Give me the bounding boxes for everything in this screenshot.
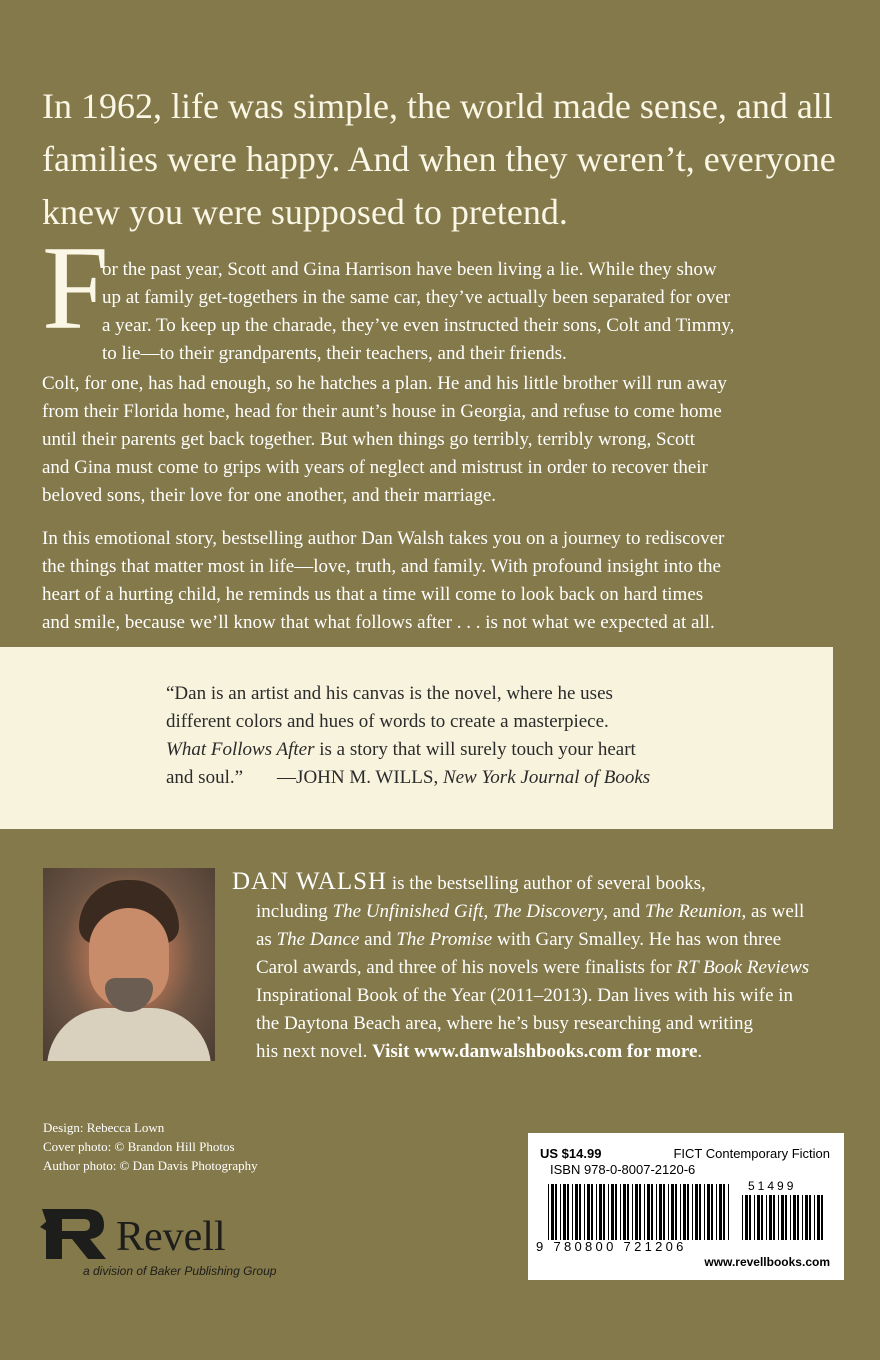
paragraph-line: to lie—to their grandparents, their teachers, and their friends. bbox=[102, 343, 567, 364]
tagline-line: In 1962, life was simple, the world made sense, and all bbox=[42, 86, 833, 126]
plot-paragraph bbox=[42, 370, 842, 510]
price: US $14.99 bbox=[540, 1146, 602, 1161]
author-bio bbox=[232, 868, 842, 1066]
barcode-addon-bars-icon bbox=[742, 1195, 828, 1240]
summary-paragraph bbox=[42, 525, 842, 637]
bio-text: and bbox=[359, 929, 397, 950]
barcode-bars-icon bbox=[548, 1184, 734, 1240]
quote-line bbox=[166, 764, 806, 792]
bio-line bbox=[232, 898, 842, 926]
quote-publication: New York Journal of Books bbox=[442, 767, 651, 788]
book-title: The Reunion bbox=[644, 901, 742, 922]
book-title: The Dance bbox=[276, 929, 360, 950]
bio-line: the Daytona Beach area, where he’s busy researching and writing bbox=[256, 1013, 753, 1034]
author-photo bbox=[43, 868, 215, 1061]
bio-line bbox=[232, 954, 842, 982]
revell-r-icon bbox=[40, 1205, 110, 1261]
barcode-panel bbox=[528, 1133, 844, 1280]
quote-attribution: —JOHN M. WILLS, bbox=[277, 767, 443, 788]
barcode-digits: 9 780800 721206 bbox=[536, 1239, 687, 1254]
paragraph-line: until their parents get back together. But when things go terribly, terribly wrong, Scott bbox=[42, 429, 696, 450]
bio-text: , as well bbox=[741, 901, 805, 922]
endorsement-quote bbox=[166, 680, 806, 792]
quote-line: “Dan is an artist and his canvas is the novel, where he uses bbox=[166, 683, 613, 704]
quote-line: different colors and hues of words to create a masterpiece. bbox=[166, 711, 609, 732]
website-link[interactable]: Visit www.danwalshbooks.com for more bbox=[372, 1041, 698, 1062]
drop-cap: F bbox=[42, 221, 109, 354]
bio-text: , bbox=[483, 901, 493, 922]
quote-line bbox=[166, 736, 806, 764]
bio-line bbox=[232, 868, 842, 898]
isbn: ISBN 978-0-8007-2120-6 bbox=[550, 1162, 696, 1177]
paragraph-line: In this emotional story, bestselling author Dan Walsh takes you on a journey to rediscover bbox=[42, 528, 725, 549]
opening-paragraph bbox=[42, 221, 842, 364]
bio-text: as bbox=[256, 929, 277, 950]
bio-text: , and bbox=[603, 901, 645, 922]
bio-line bbox=[232, 926, 842, 954]
publisher-name: Revell bbox=[116, 1214, 226, 1260]
paragraph-line: Colt, for one, has had enough, so he hatches a plan. He and his little brother will run away bbox=[42, 373, 727, 394]
bio-text: Carol awards, and three of his novels were finalists for bbox=[256, 957, 677, 978]
paragraph-line: from their Florida home, head for their aunt’s house in Georgia, and refuse to come home bbox=[42, 401, 722, 422]
design-credit: Design: Rebecca Lown bbox=[43, 1120, 165, 1135]
author-name: DAN WALSH bbox=[232, 868, 388, 895]
paragraph-line: or the past year, Scott and Gina Harrison have been living a lie. While they show bbox=[102, 259, 717, 280]
paragraph-line: beloved sons, their love for one another, and their marriage. bbox=[42, 485, 497, 506]
bio-line: Inspirational Book of the Year (2011–2013). Dan lives with his wife in bbox=[256, 985, 794, 1006]
publisher-subtitle: a division of Baker Publishing Group bbox=[83, 1264, 277, 1278]
book-title: The Promise bbox=[396, 929, 493, 950]
paragraph-line: and Gina must come to grips with years of neglect and mistrust in order to recover their bbox=[42, 457, 708, 478]
category: FICT Contemporary Fiction bbox=[673, 1146, 830, 1161]
tagline bbox=[42, 80, 842, 239]
paragraph-line: the things that matter most in life—love, truth, and family. With profound insight into the bbox=[42, 556, 721, 577]
book-title: The Discovery bbox=[492, 901, 604, 922]
endorsement-box bbox=[0, 647, 833, 829]
publisher-logo bbox=[40, 1205, 340, 1285]
cover-photo-credit: Cover photo: © Brandon Hill Photos bbox=[43, 1139, 235, 1154]
barcode-addon-digits: 51499 bbox=[748, 1179, 797, 1193]
bio-line bbox=[232, 1038, 842, 1066]
bio-text: his next novel. bbox=[256, 1041, 373, 1062]
bio-text: including bbox=[256, 901, 333, 922]
quote-text: is a story that will surely touch your heart bbox=[314, 739, 636, 760]
bio-text: is the bestselling author of several books, bbox=[387, 873, 706, 894]
quote-text: and soul.” bbox=[166, 767, 244, 788]
publisher-website[interactable]: www.revellbooks.com bbox=[704, 1255, 830, 1269]
tagline-line: knew you were supposed to pretend. bbox=[42, 192, 568, 232]
paragraph-line: a year. To keep up the charade, they’ve even instructed their sons, Colt and Timmy, bbox=[102, 315, 735, 336]
paragraph-line: heart of a hurting child, he reminds us that a time will come to look back on hard times bbox=[42, 584, 704, 605]
paragraph-line: and smile, because we’ll know that what follows after . . . is not what we expected at all. bbox=[42, 612, 715, 633]
book-title: What Follows After bbox=[166, 739, 315, 760]
book-title: The Unfinished Gift bbox=[332, 901, 484, 922]
credits bbox=[43, 1118, 258, 1175]
tagline-line: families were happy. And when they weren’t, everyone bbox=[42, 139, 836, 179]
publication-title: RT Book Reviews bbox=[676, 957, 810, 978]
author-photo-credit: Author photo: © Dan Davis Photography bbox=[43, 1158, 258, 1173]
paragraph-line: up at family get-togethers in the same car, they’ve actually been separated for over bbox=[102, 287, 731, 308]
bio-text: with Gary Smalley. He has won three bbox=[492, 929, 782, 950]
bio-text: . bbox=[697, 1041, 703, 1062]
